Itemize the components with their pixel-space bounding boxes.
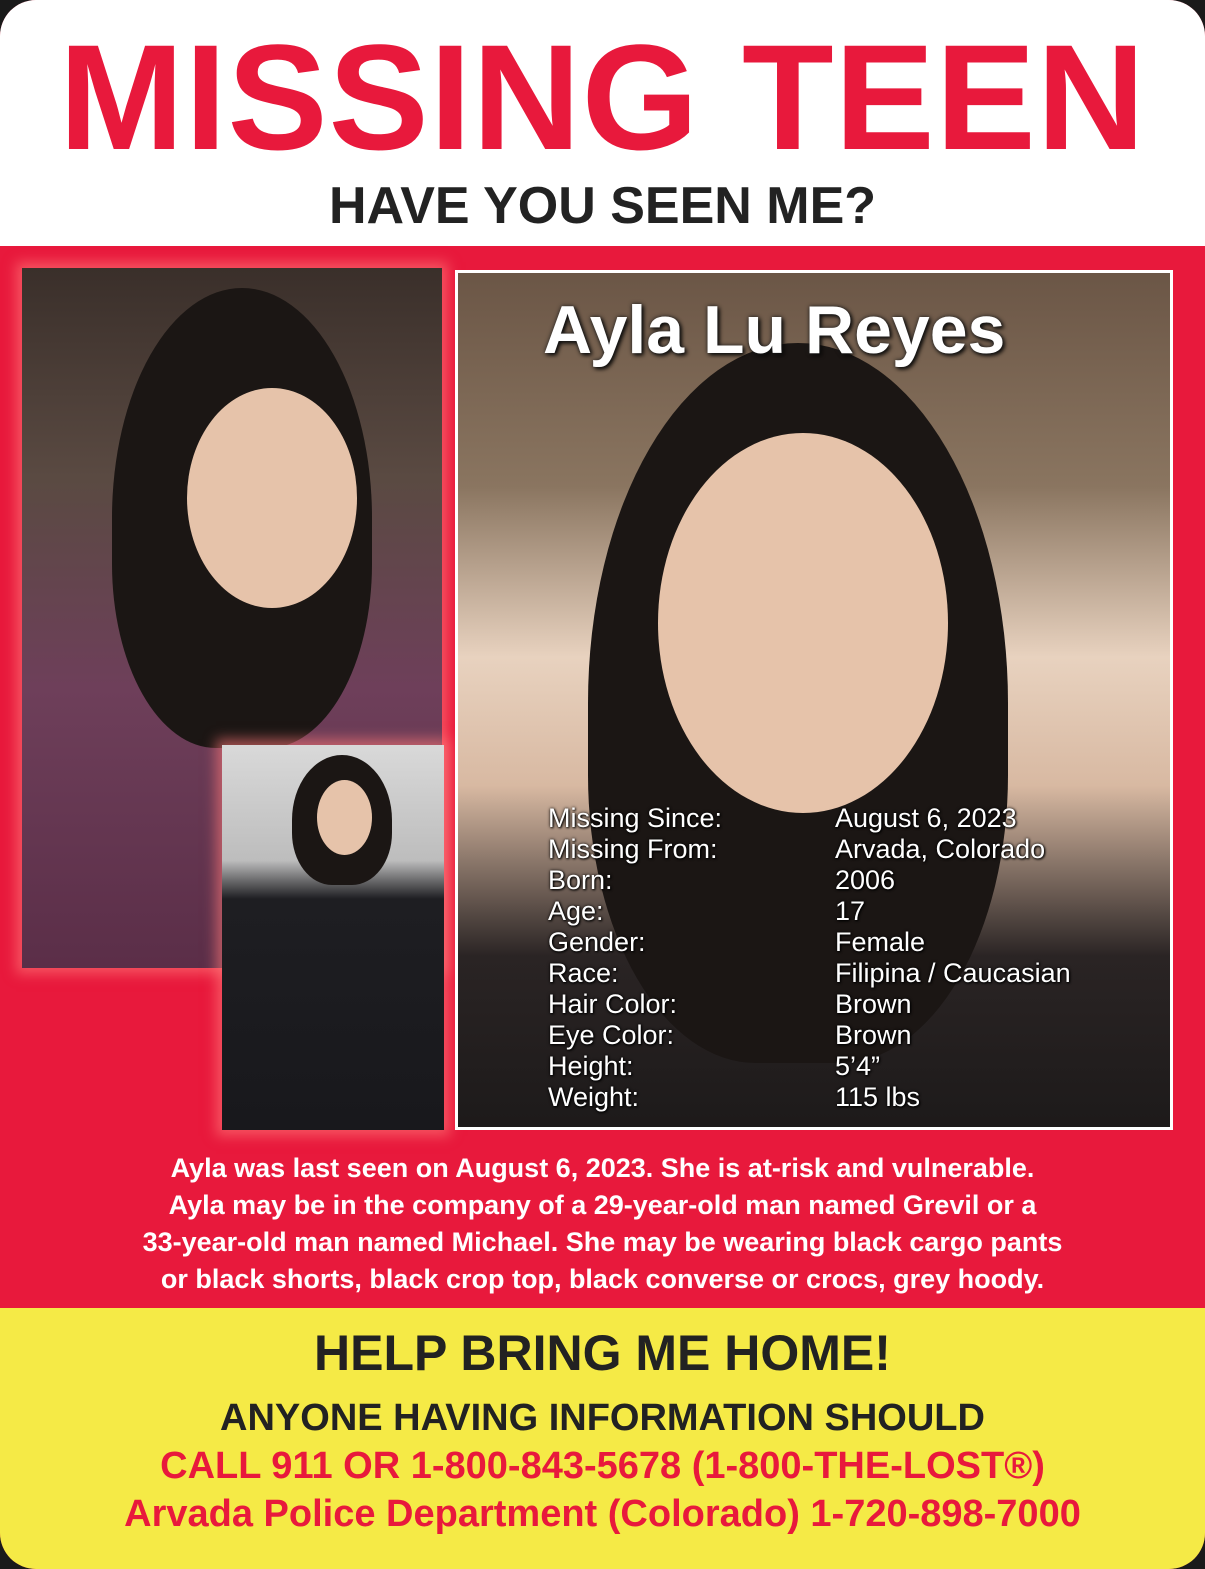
detail-label: Race: bbox=[548, 958, 619, 988]
footer-police-contact: Arvada Police Department (Colorado) 1-720-898-7000 bbox=[124, 1493, 1081, 1535]
detail-value: Brown bbox=[835, 1020, 912, 1050]
detail-label: Born: bbox=[548, 865, 613, 895]
poster-subtitle: HAVE YOU SEEN ME? bbox=[328, 177, 877, 235]
detail-value: 2006 bbox=[835, 865, 896, 895]
detail-label: Missing Since: bbox=[548, 803, 723, 833]
footer-heading: HELP BRING ME HOME! bbox=[314, 1325, 891, 1381]
detail-row bbox=[548, 1051, 1071, 1082]
footer-instruction: ANYONE HAVING INFORMATION SHOULD bbox=[220, 1397, 985, 1439]
detail-value: Arvada, Colorado bbox=[835, 834, 1046, 864]
detail-row bbox=[548, 1082, 1071, 1113]
description-line: 33-year-old man named Michael. She may be wearing black cargo pants bbox=[142, 1227, 1063, 1257]
description-line: Ayla may be in the company of a 29-year-old man named Grevil or a bbox=[168, 1190, 1037, 1220]
person-name: Ayla Lu Reyes bbox=[543, 292, 1006, 368]
detail-value: Female bbox=[835, 927, 926, 957]
detail-row bbox=[548, 803, 1071, 834]
detail-row bbox=[548, 958, 1071, 989]
description-line: Ayla was last seen on August 6, 2023. She is at-risk and vulnerable. bbox=[170, 1153, 1035, 1183]
photo-small bbox=[222, 745, 444, 1130]
detail-row bbox=[548, 896, 1071, 927]
detail-label: Eye Color: bbox=[548, 1020, 675, 1050]
detail-row bbox=[548, 1020, 1071, 1051]
detail-value: Brown bbox=[835, 989, 912, 1019]
footer-phone-hotline: CALL 911 OR 1-800-843-5678 (1-800-THE-LOST®) bbox=[160, 1445, 1045, 1487]
details-list bbox=[548, 803, 1071, 1113]
detail-row bbox=[548, 834, 1071, 865]
detail-value: 5’4” bbox=[835, 1051, 881, 1081]
detail-row bbox=[548, 865, 1071, 896]
detail-label: Weight: bbox=[548, 1082, 640, 1112]
detail-value: 115 lbs bbox=[835, 1082, 921, 1112]
detail-row bbox=[548, 989, 1071, 1020]
detail-value: August 6, 2023 bbox=[835, 803, 1017, 833]
poster-header bbox=[0, 0, 1205, 246]
detail-label: Missing From: bbox=[548, 834, 718, 864]
description-line: or black shorts, black crop top, black converse or crocs, grey hoody. bbox=[160, 1264, 1045, 1294]
poster-title: MISSING TEEN bbox=[58, 13, 1147, 181]
poster-footer bbox=[0, 1308, 1205, 1569]
photo-main bbox=[455, 270, 1173, 1130]
detail-value: Filipina / Caucasian bbox=[835, 958, 1071, 988]
detail-label: Age: bbox=[548, 896, 604, 926]
detail-row bbox=[548, 927, 1071, 958]
detail-label: Gender: bbox=[548, 927, 646, 957]
detail-value: 17 bbox=[835, 896, 866, 926]
detail-label: Height: bbox=[548, 1051, 634, 1081]
detail-label: Hair Color: bbox=[548, 989, 678, 1019]
description-text bbox=[20, 1150, 1185, 1298]
